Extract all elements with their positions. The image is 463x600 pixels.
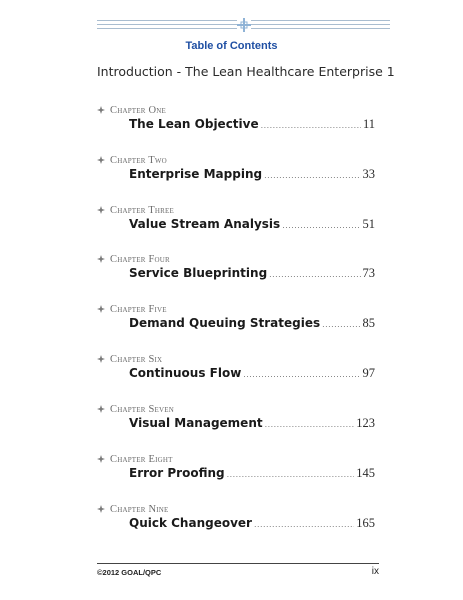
toc-entry-chapter-2[interactable]	[97, 154, 375, 182]
chapter-label-text: Chapter Four	[110, 253, 170, 265]
chapter-page-number: 73	[362, 266, 375, 280]
dot-leader	[243, 369, 360, 379]
chapter-label	[97, 253, 375, 265]
footer-rule	[97, 563, 379, 564]
four-point-star-icon	[97, 455, 105, 463]
chapter-title: Quick Changeover	[129, 516, 252, 530]
dot-leader	[265, 419, 355, 429]
chapter-label	[97, 453, 375, 465]
dot-leader	[269, 269, 360, 279]
chapter-label	[97, 403, 375, 415]
dot-leader	[261, 120, 361, 130]
chapter-label	[97, 154, 375, 166]
chapter-row	[129, 266, 375, 281]
four-point-star-icon	[97, 305, 105, 313]
chapter-page-number: 11	[362, 117, 375, 131]
chapter-title: Error Proofing	[129, 466, 225, 480]
chapter-title: Continuous Flow	[129, 366, 242, 380]
footer-page-number: ix	[371, 566, 379, 577]
toc-entry-chapter-9[interactable]	[97, 503, 375, 531]
footer-copyright: ©2012 GOAL/QPC	[97, 568, 162, 577]
chapter-label-text: Chapter One	[110, 104, 166, 116]
chapter-title: Value Stream Analysis	[129, 217, 281, 231]
chapter-row	[129, 466, 375, 481]
chapter-label-text: Chapter Six	[110, 353, 163, 365]
chapter-label-text: Chapter Seven	[110, 403, 174, 415]
toc-heading: Table of Contents	[185, 40, 278, 52]
dot-leader	[264, 170, 360, 180]
four-point-star-icon	[97, 206, 105, 214]
chapter-row	[129, 117, 375, 132]
chapter-label-text: Chapter Five	[110, 303, 167, 315]
four-point-star-icon	[97, 156, 105, 164]
intro-page-number: 1	[386, 64, 395, 79]
toc-entry-introduction[interactable]	[97, 64, 395, 79]
dot-leader	[282, 220, 360, 230]
chapter-page-number: 123	[356, 416, 375, 430]
chapter-label	[97, 204, 375, 216]
chapter-row	[129, 217, 375, 232]
toc-entry-chapter-1[interactable]	[97, 104, 375, 132]
toc-entry-chapter-3[interactable]	[97, 204, 375, 232]
chapter-page-number: 85	[362, 316, 375, 330]
chapter-label	[97, 104, 375, 116]
four-point-star-icon	[97, 505, 105, 513]
chapter-label-text: Chapter Two	[110, 154, 167, 166]
four-point-star-icon	[97, 255, 105, 263]
chapter-page-number: 145	[356, 466, 375, 480]
toc-entry-chapter-4[interactable]	[97, 253, 375, 281]
chapter-title: Service Blueprinting	[129, 266, 268, 280]
chapter-page-number: 97	[362, 366, 375, 380]
chapter-title: Visual Management	[129, 416, 263, 430]
plus-ornament-icon	[237, 18, 251, 32]
chapter-label	[97, 503, 375, 515]
dot-leader	[227, 469, 355, 479]
chapter-label	[97, 303, 375, 315]
chapter-title: The Lean Objective	[129, 117, 259, 131]
header-ornament	[97, 20, 390, 32]
chapter-label-text: Chapter Eight	[110, 453, 173, 465]
chapter-row	[129, 416, 375, 431]
four-point-star-icon	[97, 355, 105, 363]
toc-entry-chapter-5[interactable]	[97, 303, 375, 331]
intro-title: Introduction - The Lean Healthcare Enterprise	[97, 64, 383, 79]
chapter-page-number: 33	[362, 167, 375, 181]
dot-leader	[254, 519, 354, 529]
dot-leader	[322, 319, 360, 329]
chapter-title: Enterprise Mapping	[129, 167, 263, 181]
chapter-title: Demand Queuing Strategies	[129, 316, 321, 330]
toc-entry-chapter-6[interactable]	[97, 353, 375, 381]
chapter-row	[129, 516, 375, 531]
chapter-page-number: 165	[356, 516, 375, 530]
chapter-label	[97, 353, 375, 365]
four-point-star-icon	[97, 106, 105, 114]
chapter-page-number: 51	[362, 217, 375, 231]
toc-entry-chapter-7[interactable]	[97, 403, 375, 431]
four-point-star-icon	[97, 405, 105, 413]
chapter-label-text: Chapter Nine	[110, 503, 169, 515]
chapter-label-text: Chapter Three	[110, 204, 174, 216]
chapter-row	[129, 167, 375, 182]
chapter-row	[129, 366, 375, 381]
chapter-row	[129, 316, 375, 331]
toc-entry-chapter-8[interactable]	[97, 453, 375, 481]
